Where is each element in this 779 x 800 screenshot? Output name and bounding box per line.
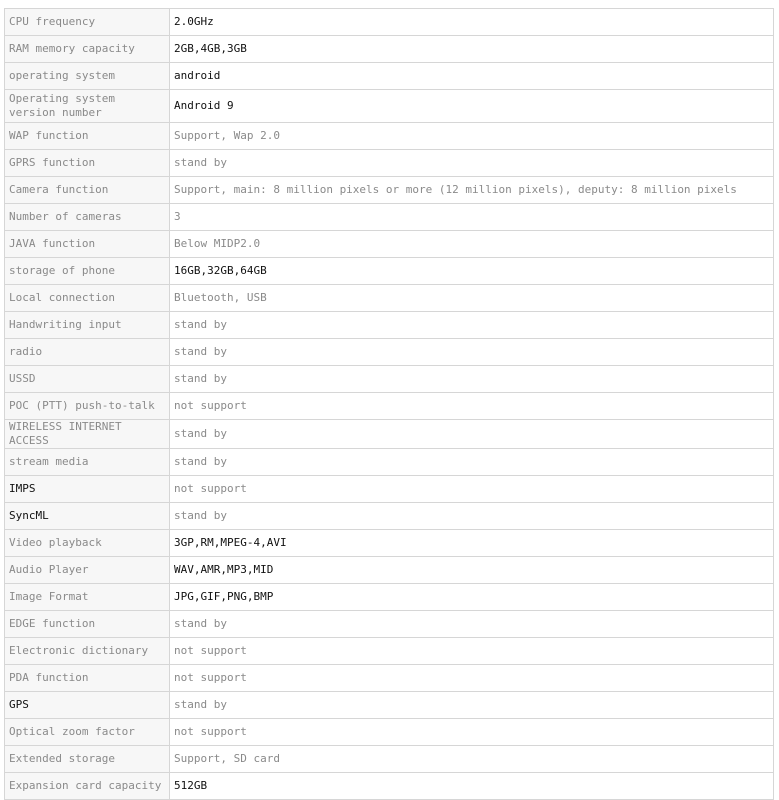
spec-label: CPU frequency — [5, 9, 170, 36]
spec-label: Extended storage — [5, 746, 170, 773]
spec-row — [5, 177, 774, 204]
spec-value: android — [170, 63, 774, 90]
spec-row — [5, 638, 774, 665]
spec-row — [5, 393, 774, 420]
spec-label: EDGE function — [5, 611, 170, 638]
spec-label: RAM memory capacity — [5, 36, 170, 63]
spec-value: Bluetooth, USB — [170, 285, 774, 312]
spec-value: not support — [170, 476, 774, 503]
spec-label: IMPS — [5, 476, 170, 503]
spec-row — [5, 530, 774, 557]
spec-value: stand by — [170, 150, 774, 177]
spec-row — [5, 285, 774, 312]
spec-row — [5, 476, 774, 503]
spec-value: not support — [170, 393, 774, 420]
spec-value: 3GP,RM,MPEG-4,AVI — [170, 530, 774, 557]
spec-label: Electronic dictionary — [5, 638, 170, 665]
spec-value: stand by — [170, 420, 774, 449]
spec-row — [5, 312, 774, 339]
spec-row — [5, 204, 774, 231]
spec-value: 3 — [170, 204, 774, 231]
spec-row — [5, 719, 774, 746]
spec-value: Support, Wap 2.0 — [170, 123, 774, 150]
spec-label: Number of cameras — [5, 204, 170, 231]
spec-value: not support — [170, 719, 774, 746]
spec-table-body — [5, 9, 774, 800]
spec-label: SyncML — [5, 503, 170, 530]
spec-table — [4, 8, 774, 800]
spec-value: 2GB,4GB,3GB — [170, 36, 774, 63]
spec-label: Optical zoom factor — [5, 719, 170, 746]
spec-value: 512GB — [170, 773, 774, 800]
spec-value: JPG,GIF,PNG,BMP — [170, 584, 774, 611]
spec-value: 2.0GHz — [170, 9, 774, 36]
spec-label: GPRS function — [5, 150, 170, 177]
spec-row — [5, 123, 774, 150]
spec-value: not support — [170, 638, 774, 665]
spec-row — [5, 503, 774, 530]
spec-label: stream media — [5, 449, 170, 476]
spec-label: Expansion card capacity — [5, 773, 170, 800]
spec-row — [5, 665, 774, 692]
spec-label: Image Format — [5, 584, 170, 611]
spec-row — [5, 557, 774, 584]
spec-row — [5, 611, 774, 638]
spec-row — [5, 449, 774, 476]
spec-row — [5, 231, 774, 258]
spec-row — [5, 584, 774, 611]
spec-row — [5, 773, 774, 800]
spec-label: Local connection — [5, 285, 170, 312]
spec-row — [5, 366, 774, 393]
spec-label: USSD — [5, 366, 170, 393]
spec-label: WIRELESS INTERNET ACCESS — [5, 420, 170, 449]
spec-row — [5, 746, 774, 773]
spec-label: Audio Player — [5, 557, 170, 584]
spec-label: PDA function — [5, 665, 170, 692]
spec-label: Camera function — [5, 177, 170, 204]
spec-row — [5, 420, 774, 449]
spec-label: Video playback — [5, 530, 170, 557]
spec-value: WAV,AMR,MP3,MID — [170, 557, 774, 584]
spec-value: stand by — [170, 366, 774, 393]
spec-value: stand by — [170, 312, 774, 339]
spec-value: stand by — [170, 503, 774, 530]
spec-row — [5, 150, 774, 177]
spec-label: WAP function — [5, 123, 170, 150]
spec-label: operating system — [5, 63, 170, 90]
spec-label: Handwriting input — [5, 312, 170, 339]
spec-label: GPS — [5, 692, 170, 719]
spec-row — [5, 258, 774, 285]
spec-row — [5, 9, 774, 36]
spec-row — [5, 90, 774, 123]
spec-label: JAVA function — [5, 231, 170, 258]
spec-label: radio — [5, 339, 170, 366]
spec-row — [5, 339, 774, 366]
spec-label: Operating system version number — [5, 90, 170, 123]
spec-row — [5, 63, 774, 90]
spec-value: Android 9 — [170, 90, 774, 123]
spec-value: Below MIDP2.0 — [170, 231, 774, 258]
spec-label: POC (PTT) push-to-talk — [5, 393, 170, 420]
spec-value: Support, main: 8 million pixels or more (12 million pixels), deputy: 8 million pixels — [170, 177, 774, 204]
spec-value: stand by — [170, 339, 774, 366]
spec-value: 16GB,32GB,64GB — [170, 258, 774, 285]
spec-row — [5, 692, 774, 719]
spec-value: not support — [170, 665, 774, 692]
spec-value: stand by — [170, 692, 774, 719]
spec-label: storage of phone — [5, 258, 170, 285]
spec-value: stand by — [170, 611, 774, 638]
spec-value: Support, SD card — [170, 746, 774, 773]
spec-row — [5, 36, 774, 63]
spec-value: stand by — [170, 449, 774, 476]
